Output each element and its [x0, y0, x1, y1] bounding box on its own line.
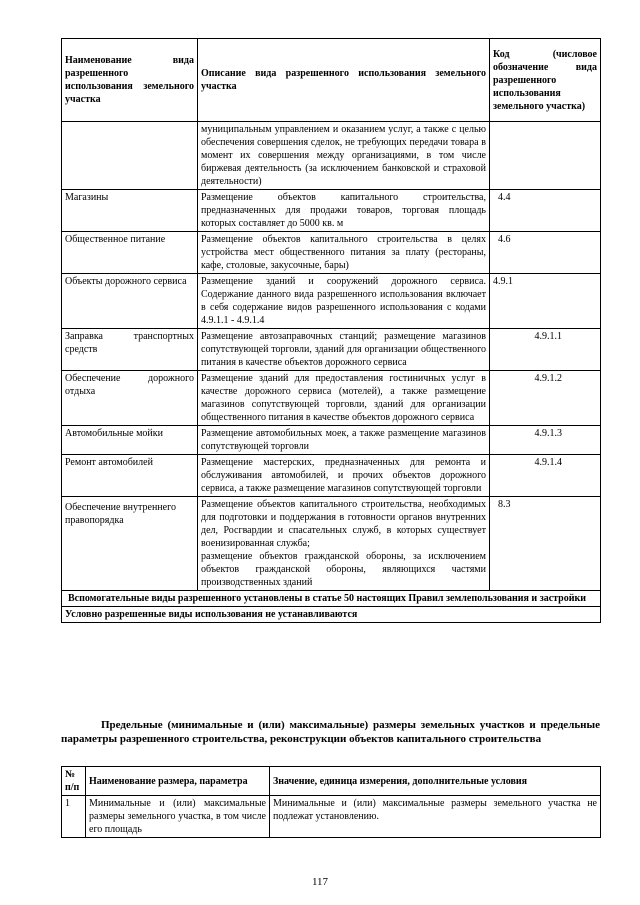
use-description: Размещение автомобильных моек, а также размещение магазинов сопутствующей торговли: [198, 426, 490, 455]
header-number: № п/п: [62, 767, 86, 796]
use-name: Обеспечение дорожного отдыха: [62, 371, 198, 426]
parameter-value: Минимальные и (или) максимальные размеры земельного участка не подлежат установлению.: [270, 796, 601, 838]
use-name: Заправка транспортных средств: [62, 329, 198, 371]
table-row: [62, 497, 601, 591]
table-row: [62, 122, 601, 190]
use-name: Объекты дорожного сервиса: [62, 274, 198, 329]
use-code: 4.9.1.1: [490, 329, 601, 371]
header-use-code: Код (числовое обозначение вида разрешенного использования земельного участка): [490, 39, 601, 122]
use-code: 4.9.1: [490, 274, 601, 329]
use-description: [198, 497, 490, 591]
header-parameter-value: Значение, единица измерения, дополнительные условия: [270, 767, 601, 796]
auxiliary-uses-note: Вспомогательные виды разрешенного установлены в статье 50 настоящих Правил землепользования и застройки: [62, 591, 601, 607]
table-row: [62, 232, 601, 274]
use-description-part2: размещение объектов гражданской обороны, за исключением объектов гражданской обороны, являющихся частями производственных зданий: [201, 551, 486, 588]
use-name: Магазины: [62, 190, 198, 232]
use-description: Размещение объектов капитального строительства, предназначенных для продажи товаров, торговая площадь которых составляет до 5000 кв. м: [198, 190, 490, 232]
table-row: [62, 329, 601, 371]
table-row: [62, 796, 601, 838]
use-description: муниципальным управлением и оказанием услуг, а также с целью обеспечения совершения сделок, не требующих передачи товара в момент их совершения между организациями, в том числе биржевая деятельность (за исключением банковской и страховой деятельности): [198, 122, 490, 190]
permitted-use-table: [61, 38, 601, 623]
use-name: [62, 122, 198, 190]
use-description: Размещение мастерских, предназначенных для ремонта и обслуживания автомобилей, и прочих объектов дорожного сервиса, а также размещение магазинов сопутствующей торговли: [198, 455, 490, 497]
use-name: Обеспечение внутреннего правопорядка: [62, 497, 198, 591]
use-description: Размещение автозаправочных станций; размещение магазинов сопутствующей торговли, зданий для организации общественного питания в качестве объектов дорожного сервиса: [198, 329, 490, 371]
use-name: Общественное питание: [62, 232, 198, 274]
use-description: Размещение объектов капитального строительства в целях устройства мест общественного питания за плату (рестораны, кафе, столовые, закусочные, бары): [198, 232, 490, 274]
parameter-name: Минимальные и (или) максимальные размеры земельного участка, в том числе его площадь: [86, 796, 270, 838]
table-header-row: [62, 767, 601, 796]
header-use-name: Наименование вида разрешенного использования земельного участка: [62, 39, 198, 122]
use-code: 4.9.1.3: [490, 426, 601, 455]
table-row: [62, 455, 601, 497]
use-code: 4.9.1.2: [490, 371, 601, 426]
header-parameter-name: Наименование размера, параметра: [86, 767, 270, 796]
use-name: Ремонт автомобилей: [62, 455, 198, 497]
conditional-uses-row: [62, 607, 601, 623]
table-row: [62, 190, 601, 232]
use-description-part1: Размещение объектов капитального строительства, необходимых для подготовки и поддержания в готовности органов внутренних дел, Росгвардии и спасательных служб, в которых существует военизированная служба;: [201, 499, 486, 549]
use-code: 4.4: [490, 190, 601, 232]
page-number: 117: [311, 876, 329, 888]
table-row: [62, 274, 601, 329]
row-number: 1: [62, 796, 86, 838]
limits-table: [61, 766, 601, 838]
header-use-description: Описание вида разрешенного использования земельного участка: [198, 39, 490, 122]
use-code: 4.9.1.4: [490, 455, 601, 497]
conditional-uses-note: Условно разрешенные виды использования не устанавливаются: [62, 607, 601, 623]
auxiliary-uses-row: [62, 591, 601, 607]
section-heading: Предельные (минимальные и (или) максимальные) размеры земельных участков и предельные параметры разрешенного строительства, реконструкции объектов капитального строительства: [61, 719, 600, 745]
use-name: Автомобильные мойки: [62, 426, 198, 455]
table-row: [62, 371, 601, 426]
use-code: 4.6: [490, 232, 601, 274]
table-header-row: [62, 39, 601, 122]
use-code: [490, 122, 601, 190]
use-description: Размещение зданий для предоставления гостиничных услуг в качестве дорожного сервиса (мотелей), а также размещение магазинов сопутствующей торговли, зданий для организации общественного питания в качестве объектов дорожного сервиса: [198, 371, 490, 426]
use-description: Размещение зданий и сооружений дорожного сервиса. Содержание данного вида разрешенного использования включает в себя содержание видов разрешенного использования с кодами 4.9.1.1 - 4.9.1.4: [198, 274, 490, 329]
table-row: [62, 426, 601, 455]
use-code: 8.3: [490, 497, 601, 591]
